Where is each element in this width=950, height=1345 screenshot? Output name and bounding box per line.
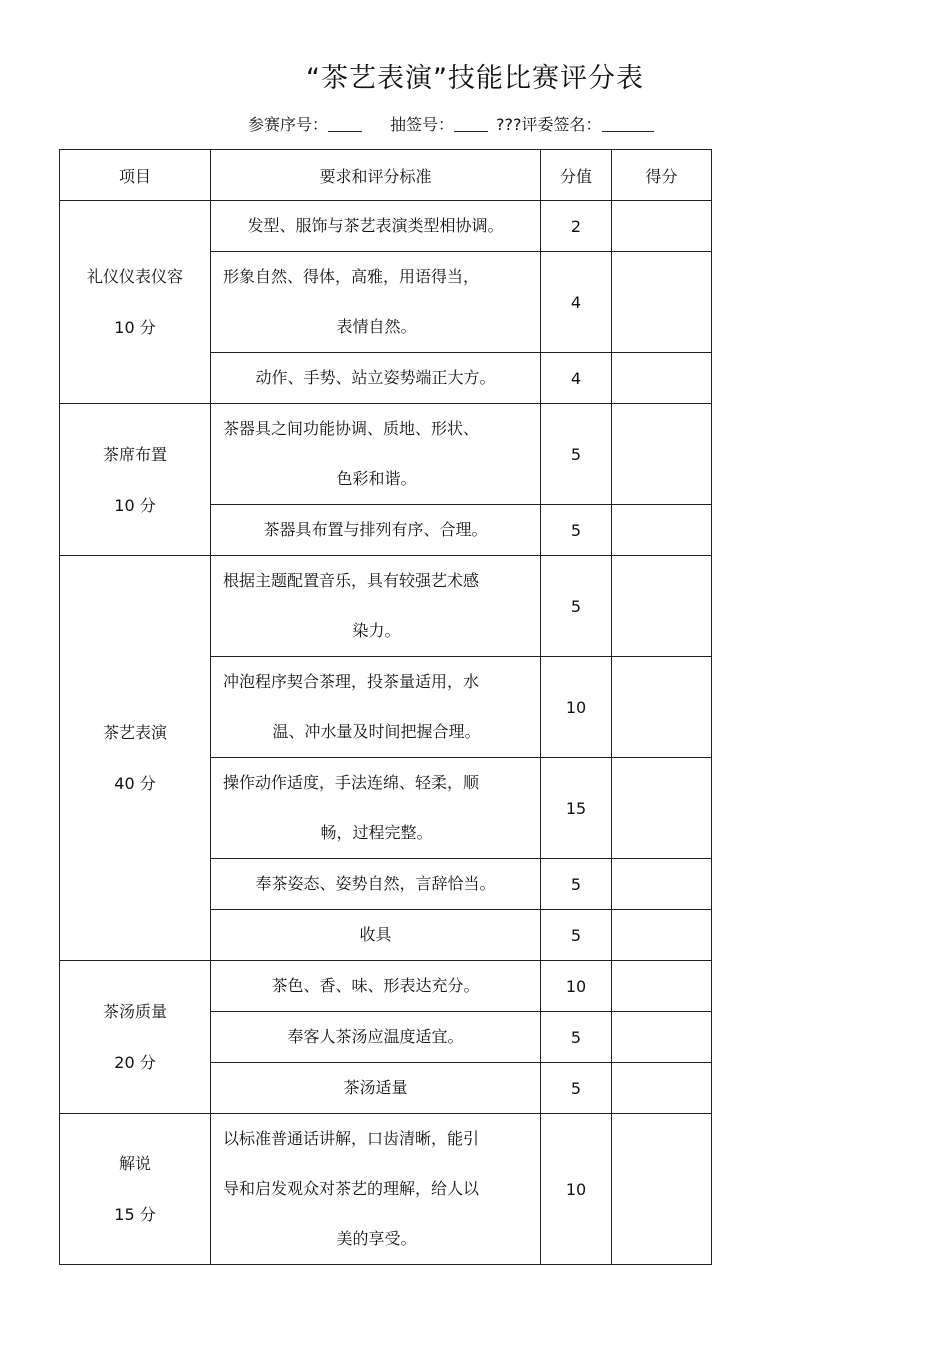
header-row — [60, 150, 712, 201]
criteria-text: 表情自然。 — [336, 317, 417, 336]
form-subheader — [248, 112, 654, 135]
table-row — [60, 1114, 712, 1265]
criteria-cell — [211, 1012, 541, 1063]
criteria-cell — [211, 556, 541, 657]
category-name: 解说 — [118, 1154, 151, 1173]
category-name: 茶汤质量 — [102, 1002, 167, 1021]
header-criteria: 要求和评分标准 — [211, 150, 541, 201]
draw-blank[interactable] — [454, 115, 488, 132]
score-cell[interactable] — [612, 758, 712, 859]
value-cell: 5 — [541, 859, 612, 910]
value-cell: 5 — [541, 505, 612, 556]
criteria-text: 温、冲水量及时间把握合理。 — [272, 722, 481, 741]
criteria-text: 形象自然、得体，高雅，用语得当， — [223, 267, 480, 286]
table-row — [60, 404, 712, 505]
category-points: 20 分 — [114, 1053, 156, 1072]
category-points: 40 分 — [114, 774, 156, 793]
value-cell: 5 — [541, 910, 612, 961]
criteria-cell — [211, 961, 541, 1012]
value-cell: 10 — [541, 961, 612, 1012]
value-cell: 10 — [541, 657, 612, 758]
header-item: 项目 — [60, 150, 211, 201]
score-cell[interactable] — [612, 353, 712, 404]
category-cell — [60, 961, 211, 1114]
score-cell[interactable] — [612, 859, 712, 910]
value-cell: 15 — [541, 758, 612, 859]
criteria-text: 茶色、香、味、形表达充分。 — [271, 976, 480, 995]
table-row — [60, 556, 712, 657]
score-cell[interactable] — [612, 404, 712, 505]
criteria-cell — [211, 758, 541, 859]
value-cell: 10 — [541, 1114, 612, 1265]
criteria-cell — [211, 505, 541, 556]
page-title: “茶艺表演”技能比赛评分表 — [306, 63, 644, 94]
criteria-text: 茶器具布置与排列有序、合理。 — [263, 520, 488, 539]
category-cell — [60, 404, 211, 556]
serial-label: 参赛序号： — [248, 115, 329, 134]
criteria-text: 染力。 — [352, 621, 401, 640]
score-cell[interactable] — [612, 961, 712, 1012]
table-row — [60, 961, 712, 1012]
criteria-text: 茶器具之间功能协调、质地、形状、 — [223, 419, 480, 438]
value-cell: 4 — [541, 353, 612, 404]
criteria-text: 收具 — [359, 925, 392, 944]
category-name: 茶席布置 — [102, 444, 167, 464]
criteria-text: 以标准普通话讲解，口齿清晰，能引 — [223, 1129, 480, 1148]
criteria-text: 动作、手势、站立姿势端正大方。 — [255, 368, 496, 387]
value-cell: 5 — [541, 404, 612, 505]
serial-blank[interactable] — [328, 115, 362, 132]
criteria-cell — [211, 910, 541, 961]
criteria-cell — [211, 201, 541, 252]
value-cell: 5 — [541, 556, 612, 657]
criteria-text: 冲泡程序契合茶理，投茶量适用，水 — [223, 672, 480, 691]
category-cell — [60, 201, 211, 404]
criteria-text: 发型、服饰与茶艺表演类型相协调。 — [247, 216, 504, 235]
score-cell[interactable] — [612, 201, 712, 252]
judge-signature-blank[interactable] — [602, 115, 654, 132]
criteria-cell — [211, 1063, 541, 1114]
score-cell[interactable] — [612, 556, 712, 657]
draw-label: 抽签号： — [390, 115, 455, 134]
score-cell[interactable] — [612, 910, 712, 961]
criteria-text: 茶汤适量 — [343, 1078, 408, 1097]
value-cell: 2 — [541, 201, 612, 252]
score-cell[interactable] — [612, 1114, 712, 1265]
header-value: 分值 — [541, 150, 612, 201]
criteria-cell — [211, 404, 541, 505]
criteria-cell — [211, 353, 541, 404]
category-name: 茶艺表演 — [102, 723, 167, 742]
score-cell[interactable] — [612, 252, 712, 353]
criteria-text: 导和启发观众对茶艺的理解，给人以 — [223, 1179, 480, 1198]
judge-label: ???评委签名： — [496, 115, 602, 134]
criteria-text: 美的享受。 — [336, 1229, 417, 1248]
score-cell[interactable] — [612, 657, 712, 758]
category-points: 15 分 — [114, 1205, 156, 1224]
criteria-text: 色彩和谐。 — [336, 469, 417, 488]
value-cell: 5 — [541, 1012, 612, 1063]
criteria-text: 奉茶姿态、姿势自然，言辞恰当。 — [255, 874, 496, 893]
criteria-text: 畅，过程完整。 — [320, 823, 433, 842]
value-cell: 5 — [541, 1063, 612, 1114]
criteria-text: 奉客人茶汤应温度适宜。 — [287, 1027, 464, 1046]
criteria-cell — [211, 859, 541, 910]
criteria-cell — [211, 657, 541, 758]
table-row — [60, 201, 712, 252]
category-cell — [60, 556, 211, 961]
category-cell — [60, 1114, 211, 1265]
criteria-text: 根据主题配置音乐，具有较强艺术感 — [223, 571, 480, 590]
category-points: 10 分 — [114, 495, 156, 515]
header-score: 得分 — [612, 150, 712, 201]
score-cell[interactable] — [612, 1063, 712, 1114]
category-points: 10 分 — [114, 318, 156, 337]
scoring-table — [59, 149, 712, 1265]
category-name: 礼仪仪表仪容 — [86, 267, 183, 286]
score-cell[interactable] — [612, 505, 712, 556]
score-cell[interactable] — [612, 1012, 712, 1063]
criteria-cell — [211, 1114, 541, 1265]
value-cell: 4 — [541, 252, 612, 353]
criteria-cell — [211, 252, 541, 353]
criteria-text: 操作动作适度，手法连绵、轻柔，顺 — [223, 773, 480, 792]
